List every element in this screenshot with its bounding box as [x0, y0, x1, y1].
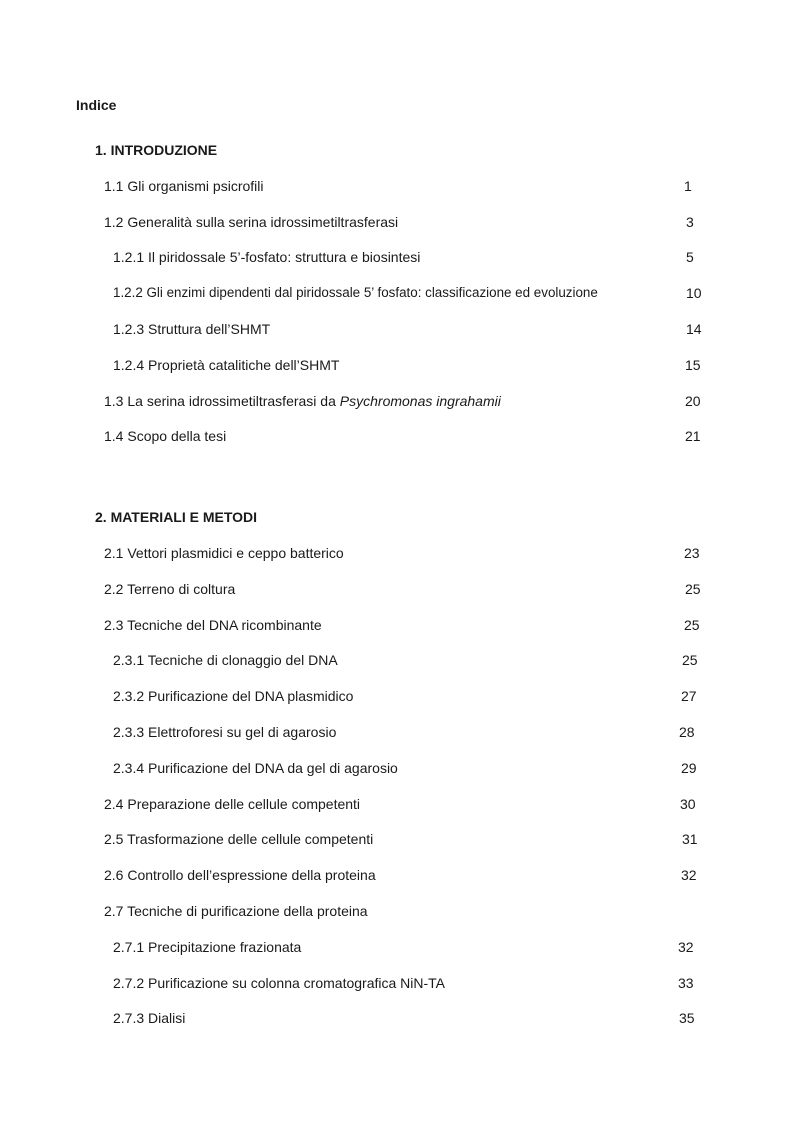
- toc-entry-page: 15: [685, 357, 701, 373]
- toc-entry-label: 1.2.1 Il piridossale 5’-fosfato: struttura e biosintesi: [113, 249, 421, 265]
- section-heading-materiali-e-metodi: 2. MATERIALI E METODI: [95, 509, 258, 525]
- toc-entry-page: 25: [684, 617, 700, 633]
- toc-entry-page: 25: [682, 652, 698, 668]
- toc-entry-label: 2.3.3 Elettroforesi su gel di agarosio: [113, 724, 337, 740]
- toc-entry-label: 2.7.2 Purificazione su colonna cromatografica NiN-TA: [113, 975, 446, 991]
- toc-entry-label: 2.3 Tecniche del DNA ricombinante: [104, 617, 322, 633]
- toc-entry[interactable]: [0, 830, 794, 848]
- toc-entry-page: 21: [685, 428, 701, 444]
- toc-entry-page: 32: [678, 939, 694, 955]
- toc-entry-page: 25: [685, 581, 701, 597]
- toc-entry[interactable]: [0, 902, 794, 920]
- toc-entry-page: 5: [686, 249, 694, 265]
- toc-entry-label-species: Psychromonas ingrahamii: [339, 393, 501, 409]
- toc-entry-page: 27: [681, 688, 697, 704]
- toc-entry-page: 20: [685, 393, 701, 409]
- section-heading-introduzione: 1. INTRODUZIONE: [95, 142, 218, 158]
- toc-entry-label-text: 1.3 La serina idrossimetiltrasferasi da: [104, 393, 340, 409]
- toc-entry[interactable]: [0, 974, 794, 992]
- toc-entry-label: [104, 392, 501, 410]
- toc-entry[interactable]: [0, 392, 794, 410]
- toc-entry[interactable]: [0, 284, 794, 302]
- toc-entry-label: 2.5 Trasformazione delle cellule competenti: [104, 831, 374, 847]
- toc-entry-page: 30: [680, 796, 696, 812]
- toc-entry[interactable]: [0, 580, 794, 598]
- toc-entry-label: 1.4 Scopo della tesi: [104, 428, 227, 444]
- toc-entry[interactable]: [0, 320, 794, 338]
- toc-entry[interactable]: [0, 177, 794, 195]
- toc-entry-label: 2.4 Preparazione delle cellule competenti: [104, 796, 361, 812]
- toc-entry-label: 1.2.4 Proprietà catalitiche dell’SHMT: [113, 357, 340, 373]
- toc-entry-page: 23: [684, 545, 700, 561]
- toc-entry[interactable]: [0, 427, 794, 445]
- toc-entry-label: 2.7 Tecniche di purificazione della proteina: [104, 903, 368, 919]
- toc-entry-page: 29: [681, 760, 697, 776]
- toc-entry-page: 14: [686, 321, 702, 337]
- toc-entry-label: 2.2 Terreno di coltura: [104, 581, 236, 597]
- toc-entry-label: 2.3.2 Purificazione del DNA plasmidico: [113, 688, 354, 704]
- toc-entry-page: 3: [686, 214, 694, 230]
- toc-entry[interactable]: [0, 651, 794, 669]
- toc-entry-label: 2.7.1 Precipitazione frazionata: [113, 939, 302, 955]
- toc-entry[interactable]: [0, 795, 794, 813]
- toc-entry-page: 35: [679, 1010, 695, 1026]
- toc-entry-label: 1.2.3 Struttura dell’SHMT: [113, 321, 271, 337]
- toc-entry[interactable]: [0, 248, 794, 266]
- toc-entry-page: 10: [686, 285, 702, 301]
- toc-entry[interactable]: [0, 356, 794, 374]
- toc-entry-label: 1.2 Generalità sulla serina idrossimetiltrasferasi: [104, 214, 399, 230]
- toc-entry[interactable]: [0, 544, 794, 562]
- toc-entry-label: 2.3.4 Purificazione del DNA da gel di agarosio: [113, 760, 398, 776]
- toc-entry-page: 32: [681, 867, 697, 883]
- toc-entry-label: 1.2.2 Gli enzimi dipendenti dal piridossale 5’ fosfato: classificazione ed evoluzione: [113, 285, 598, 300]
- toc-entry[interactable]: [0, 1009, 794, 1027]
- toc-entry-label: 2.7.3 Dialisi: [113, 1010, 186, 1026]
- toc-entry[interactable]: [0, 866, 794, 884]
- toc-title: Indice: [76, 97, 117, 113]
- toc-entry[interactable]: [0, 723, 794, 741]
- toc-entry[interactable]: [0, 213, 794, 231]
- toc-entry-page: 33: [678, 975, 694, 991]
- toc-entry-page: 1: [684, 178, 692, 194]
- toc-entry-label: 2.1 Vettori plasmidici e ceppo batterico: [104, 545, 344, 561]
- toc-entry-label: 1.1 Gli organismi psicrofili: [104, 178, 264, 194]
- toc-entry[interactable]: [0, 938, 794, 956]
- toc-entry-page: 28: [679, 724, 695, 740]
- toc-entry[interactable]: [0, 687, 794, 705]
- toc-entry-label: 2.6 Controllo dell’espressione della proteina: [104, 867, 376, 883]
- toc-entry[interactable]: [0, 759, 794, 777]
- toc-entry-label: 2.3.1 Tecniche di clonaggio del DNA: [113, 652, 338, 668]
- toc-entry[interactable]: [0, 616, 794, 634]
- toc-entry-page: 31: [682, 831, 698, 847]
